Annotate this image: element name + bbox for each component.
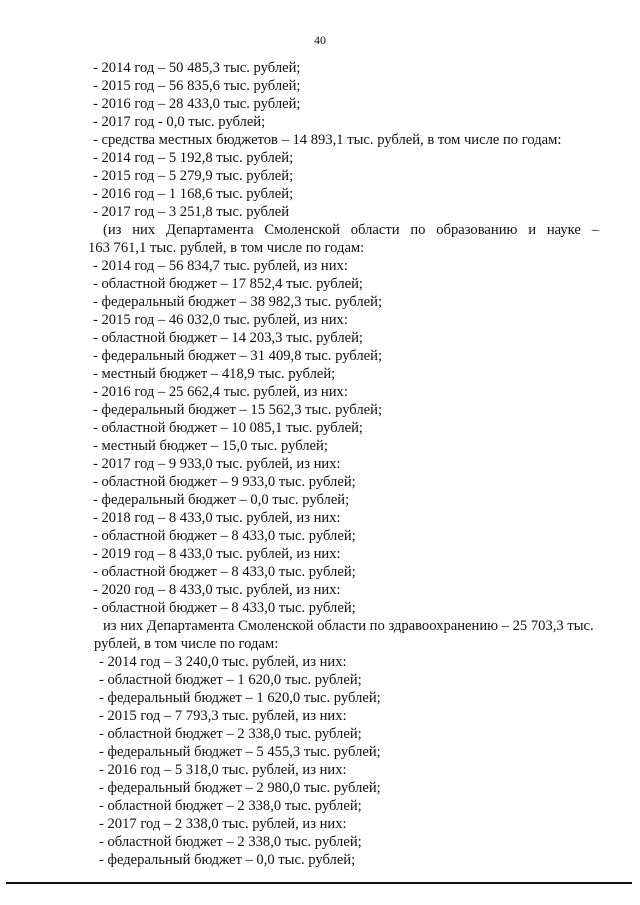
budget-line: - 2014 год – 50 485,3 тыс. рублей; (93, 60, 301, 76)
budget-line: - 2014 год – 5 192,8 тыс. рублей; (93, 150, 294, 166)
paragraph-line: из них Департамента Смоленской области по здравоохранению – 25 703,3 тыс. (103, 618, 594, 634)
budget-line: - средства местных бюджетов – 14 893,1 тыс. рублей, в том числе по годам: (93, 132, 562, 148)
budget-line: - 2015 год – 7 793,3 тыс. рублей, из них: (99, 708, 347, 724)
budget-line: - 2019 год – 8 433,0 тыс. рублей, из них: (93, 546, 341, 562)
budget-line: - федеральный бюджет – 15 562,3 тыс. рублей; (93, 402, 382, 418)
budget-line: - 2020 год – 8 433,0 тыс. рублей, из них: (93, 582, 341, 598)
budget-line: - 2016 год – 28 433,0 тыс. рублей; (93, 96, 301, 112)
budget-line: - федеральный бюджет – 0,0 тыс. рублей; (93, 492, 350, 508)
budget-line: - федеральный бюджет – 5 455,3 тыс. рублей; (99, 744, 381, 760)
budget-line: - 2016 год – 1 168,6 тыс. рублей; (93, 186, 294, 202)
budget-line: - 2017 год – 3 251,8 тыс. рублей (93, 204, 290, 220)
budget-line: - областной бюджет – 10 085,1 тыс. рублей; (93, 420, 363, 436)
budget-line: - 2014 год – 3 240,0 тыс. рублей, из них: (99, 654, 347, 670)
budget-line: - 2018 год – 8 433,0 тыс. рублей, из них: (93, 510, 341, 526)
budget-line: - областной бюджет – 8 433,0 тыс. рублей; (93, 528, 356, 544)
budget-line: - 2017 год – 9 933,0 тыс. рублей, из них: (93, 456, 341, 472)
budget-line: - 2016 год – 25 662,4 тыс. рублей, из них: (93, 384, 348, 400)
budget-line: - областной бюджет – 2 338,0 тыс. рублей; (99, 798, 362, 814)
budget-line: - федеральный бюджет – 1 620,0 тыс. рублей; (99, 690, 381, 706)
footer-rule (6, 882, 632, 884)
budget-line: - областной бюджет – 8 433,0 тыс. рублей; (93, 600, 356, 616)
budget-line: - местный бюджет – 418,9 тыс. рублей; (93, 366, 336, 382)
budget-line: - областной бюджет – 1 620,0 тыс. рублей; (99, 672, 362, 688)
budget-line: - областной бюджет – 17 852,4 тыс. рублей; (93, 276, 363, 292)
budget-line: - 2014 год – 56 834,7 тыс. рублей, из них: (93, 258, 348, 274)
budget-line: - областной бюджет – 9 933,0 тыс. рублей; (93, 474, 356, 490)
paragraph-line: рублей, в том числе по годам: (94, 636, 279, 652)
budget-line: - 2015 год – 46 032,0 тыс. рублей, из них: (93, 312, 348, 328)
page-number: 40 (314, 33, 326, 47)
budget-line: - федеральный бюджет – 0,0 тыс. рублей; (99, 852, 356, 868)
budget-line: - 2015 год – 56 835,6 тыс. рублей; (93, 78, 301, 94)
budget-line: - 2017 год – 2 338,0 тыс. рублей, из них: (99, 816, 347, 832)
budget-line: - областной бюджет – 14 203,3 тыс. рублей; (93, 330, 363, 346)
budget-line: - федеральный бюджет – 31 409,8 тыс. рублей; (93, 348, 382, 364)
budget-line: - 2016 год – 5 318,0 тыс. рублей, из них: (99, 762, 347, 778)
paragraph-line: (из них Департамента Смоленской области по образованию и науке – (103, 222, 599, 238)
budget-line: - федеральный бюджет – 2 980,0 тыс. рублей; (99, 780, 381, 796)
budget-line: - областной бюджет – 2 338,0 тыс. рублей; (99, 726, 362, 742)
budget-line: - федеральный бюджет – 38 982,3 тыс. рублей; (93, 294, 382, 310)
budget-line: - областной бюджет – 2 338,0 тыс. рублей; (99, 834, 362, 850)
budget-line: - областной бюджет – 8 433,0 тыс. рублей; (93, 564, 356, 580)
budget-line: - 2017 год - 0,0 тыс. рублей; (93, 114, 266, 130)
paragraph-line: 163 761,1 тыс. рублей, в том числе по годам: (88, 240, 365, 256)
budget-line: - 2015 год – 5 279,9 тыс. рублей; (93, 168, 294, 184)
budget-line: - местный бюджет – 15,0 тыс. рублей; (93, 438, 328, 454)
